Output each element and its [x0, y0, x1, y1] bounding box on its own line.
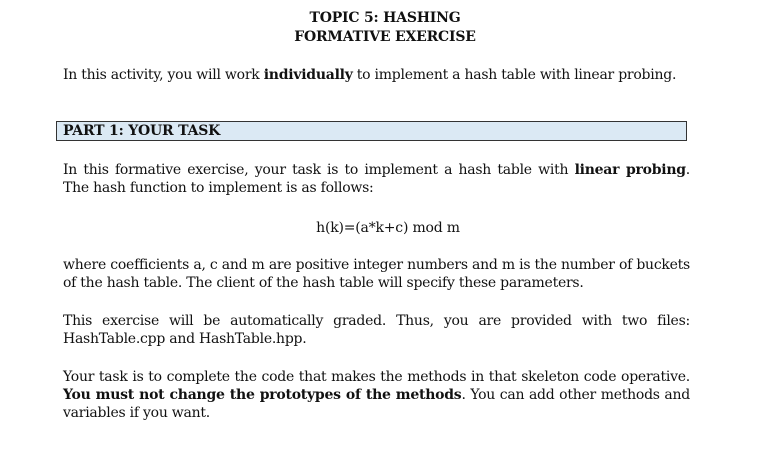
page-subtitle: FORMATIVE EXERCISE — [294, 29, 476, 45]
section-heading-box — [56, 121, 687, 141]
intro-paragraph — [63, 66, 690, 84]
task-paragraph-1 — [63, 161, 690, 197]
intro-text-end: to implement a hash table with linear probing. — [352, 67, 677, 83]
task-p1-bold: linear probing — [574, 162, 686, 178]
section-heading: PART 1: YOUR TASK — [63, 123, 221, 139]
hash-function-formula: h(k)=(a*k+c) mod m — [316, 220, 460, 236]
intro-bold-text: individually — [263, 67, 353, 83]
task-p4-bold: You must not change the prototypes of the methods — [63, 387, 462, 403]
task-paragraph-3: This exercise will be automatically graded. Thus, you are provided with two files: HashTable.cpp and HashTable.hpp. — [63, 313, 690, 347]
task-paragraph-2: where coefficients a, c and m are positive integer numbers and m is the number of buckets of the hash table. The client of the hash table will specify these parameters. — [63, 257, 690, 291]
task-p4-end: . You can add other methods and variables if you want. — [63, 387, 691, 421]
task-paragraph-4 — [63, 368, 690, 422]
page-title: TOPIC 5: HASHING — [309, 10, 461, 26]
intro-text-start: In this activity, you will work — [63, 67, 264, 83]
task-p4-start: Your task is to complete the code that makes the methods in that skeleton code operative. — [63, 369, 690, 385]
task-p1-end: . The hash function to implement is as follows: — [63, 162, 690, 196]
task-p1-start: In this formative exercise, your task is to implement a hash table with — [63, 162, 575, 178]
